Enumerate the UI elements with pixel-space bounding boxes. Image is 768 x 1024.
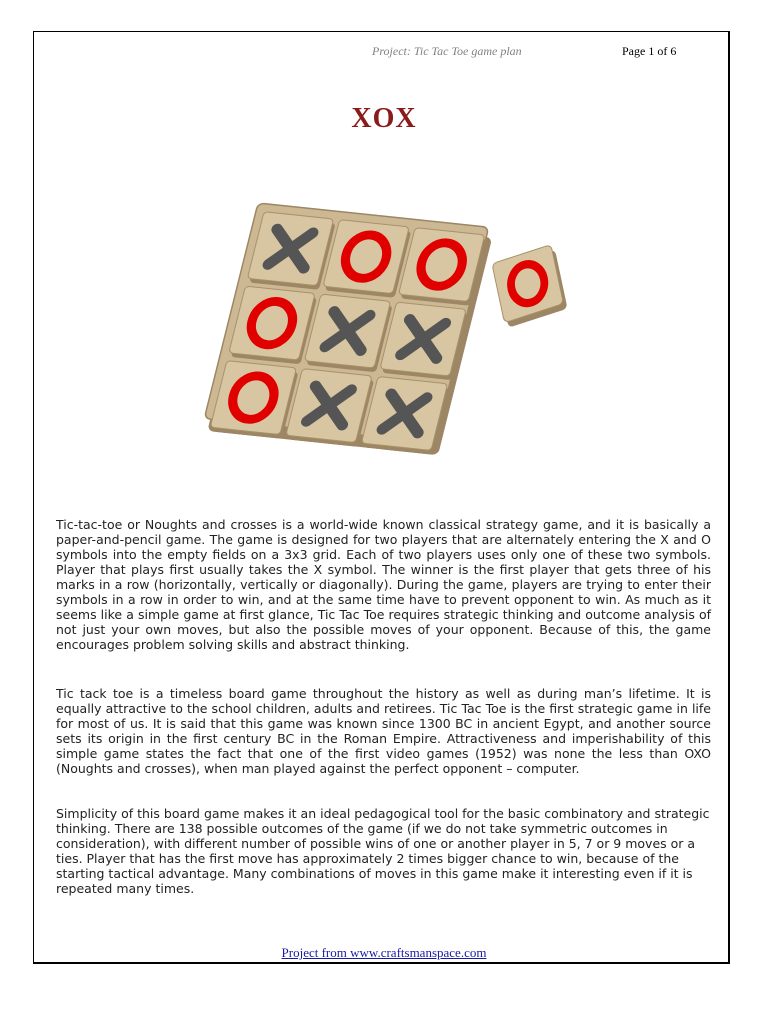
pedagogy-paragraph: Simplicity of this board game makes it an ideal pedagogical tool for the basic combinatory and strategic thinking. There are 138 possible outcomes of the game (if we do not take symmetric outcomes in consideration), with different number of possible wins of one or another player in 5, 7 or 9 moves or a ties. Player that has the first move has approximately 2 times bigger chance to win, because of the starting tactical advantage. Many combinations of moves in this game make it interesting even if it is repeated many times. [56, 806, 710, 896]
tic-tac-toe-board-image [170, 165, 600, 495]
document-title: XOX [351, 103, 417, 134]
extra-tile-group [492, 244, 568, 329]
board-group [201, 203, 494, 455]
footer-link[interactable]: Project from www.craftsmanspace.com [281, 945, 487, 960]
board-illustration [170, 165, 600, 495]
intro-paragraph: Tic-tac-toe or Noughts and crosses is a world-wide known classical strategy game, and it is basically a paper-and-pencil game. The game is designed for two players that are alternately entering the X and O symbols into the empty fields on a 3x3 grid. Each of two players uses only one of these two symbols. Player that plays first usually takes the X symbol. The winner is the first player that gets three of his marks in a row (horizontally, vertically or diagonally). During the game, players are trying to enter their symbols in a row in order to win, and at the same time have to prevent opponent to win. As much as it seems like a simple game at first glance, Tic Tac Toe requires strategic thinking and outcome analysis of not just your own moves, but also the possible moves of your opponent. Because of this, the game encourages problem solving skills and abstract thinking. [56, 517, 711, 652]
history-paragraph: Tic tack toe is a timeless board game throughout the history as well as during man’s lifetime. It is equally attractive to the school children, adults and retirees. Tic Tac Toe is the first strategic game in life for most of us. It is said that this game was known since 1300 BC in ancient Egypt, and another source sets its origin in the first century BC in the Roman Empire. Attractiveness and imperishability of this simple game states the fact that one of the first video games (1952) was none the less than OXO (Noughts and crosses), when man played against the perfect opponent – computer. [56, 686, 711, 776]
header-project-title: Project: Tic Tac Toe game plan [372, 44, 522, 58]
page-number: Page 1 of 6 [622, 44, 677, 58]
